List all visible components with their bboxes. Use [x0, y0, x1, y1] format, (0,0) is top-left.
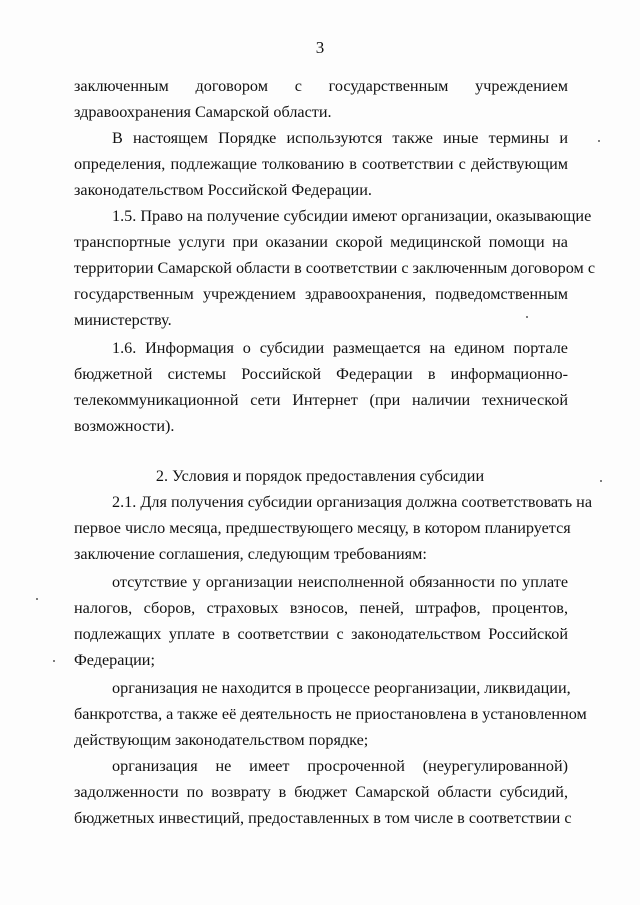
text-line: заключение соглашения, следующим требованиям:: [74, 545, 427, 563]
text-line: банкротства, а также её деятельность не приостановлена в установленном: [74, 705, 587, 723]
scan-speck: [598, 140, 600, 142]
text-line: определения, подлежащие толкованию в соответствии с действующим: [74, 155, 568, 173]
scan-speck: [600, 480, 602, 482]
text-line: телекоммуникационной сети Интернет (при наличии технической: [74, 391, 568, 409]
text-line: законодательством Российской Федерации.: [74, 181, 372, 199]
text-line: первое число месяца, предшествующего месяцу, в котором планируется: [74, 519, 571, 537]
text-line: здравоохранения Самарской области.: [74, 103, 332, 121]
text-line: подлежащих уплате в соответствии с законодательством Российской: [74, 625, 568, 643]
text-line: Федерации;: [74, 651, 155, 669]
text-line: возможности).: [74, 417, 175, 435]
text-line: действующим законодательством порядке;: [74, 731, 369, 749]
section-heading: 2. Условия и порядок предоставления субсидии: [155, 467, 485, 485]
text-line: налогов, сборов, страховых взносов, пеней, штрафов, процентов,: [74, 599, 568, 617]
text-line: организация не находится в процессе реорганизации, ликвидации,: [112, 679, 571, 697]
text-line: бюджетных инвестиций, предоставленных в том числе в соответствии с: [74, 809, 572, 827]
text-line: министерству.: [74, 311, 172, 329]
text-line: 2.1. Для получения субсидии организация должна соответствовать на: [112, 493, 593, 511]
text-line: бюджетной системы Российской Федерации в информационно-: [74, 365, 568, 383]
scan-speck: [53, 660, 55, 662]
page-number: 3: [315, 38, 325, 57]
text-line: государственным учреждением здравоохранения, подведомственным: [74, 285, 568, 303]
text-line: организация не имеет просроченной (неурегулированной): [112, 757, 568, 775]
text-line: транспортные услуги при оказании скорой медицинской помощи на: [74, 233, 568, 251]
scan-speck: [36, 598, 38, 600]
text-line: задолженности по возврату в бюджет Самарской области субсидий,: [74, 783, 568, 801]
text-line: отсутствие у организации неисполненной обязанности по уплате: [112, 573, 568, 591]
scan-speck: [526, 316, 528, 318]
text-line: 1.6. Информация о субсидии размещается на едином портале: [112, 339, 568, 357]
text-line: заключенным договором с государственным учреждением: [74, 77, 568, 95]
text-line: В настоящем Порядке используются также иные термины и: [112, 129, 568, 147]
text-line: территории Самарской области в соответствии с заключенным договором с: [74, 259, 596, 277]
text-line: 1.5. Право на получение субсидии имеют организации, оказывающие: [112, 207, 592, 225]
